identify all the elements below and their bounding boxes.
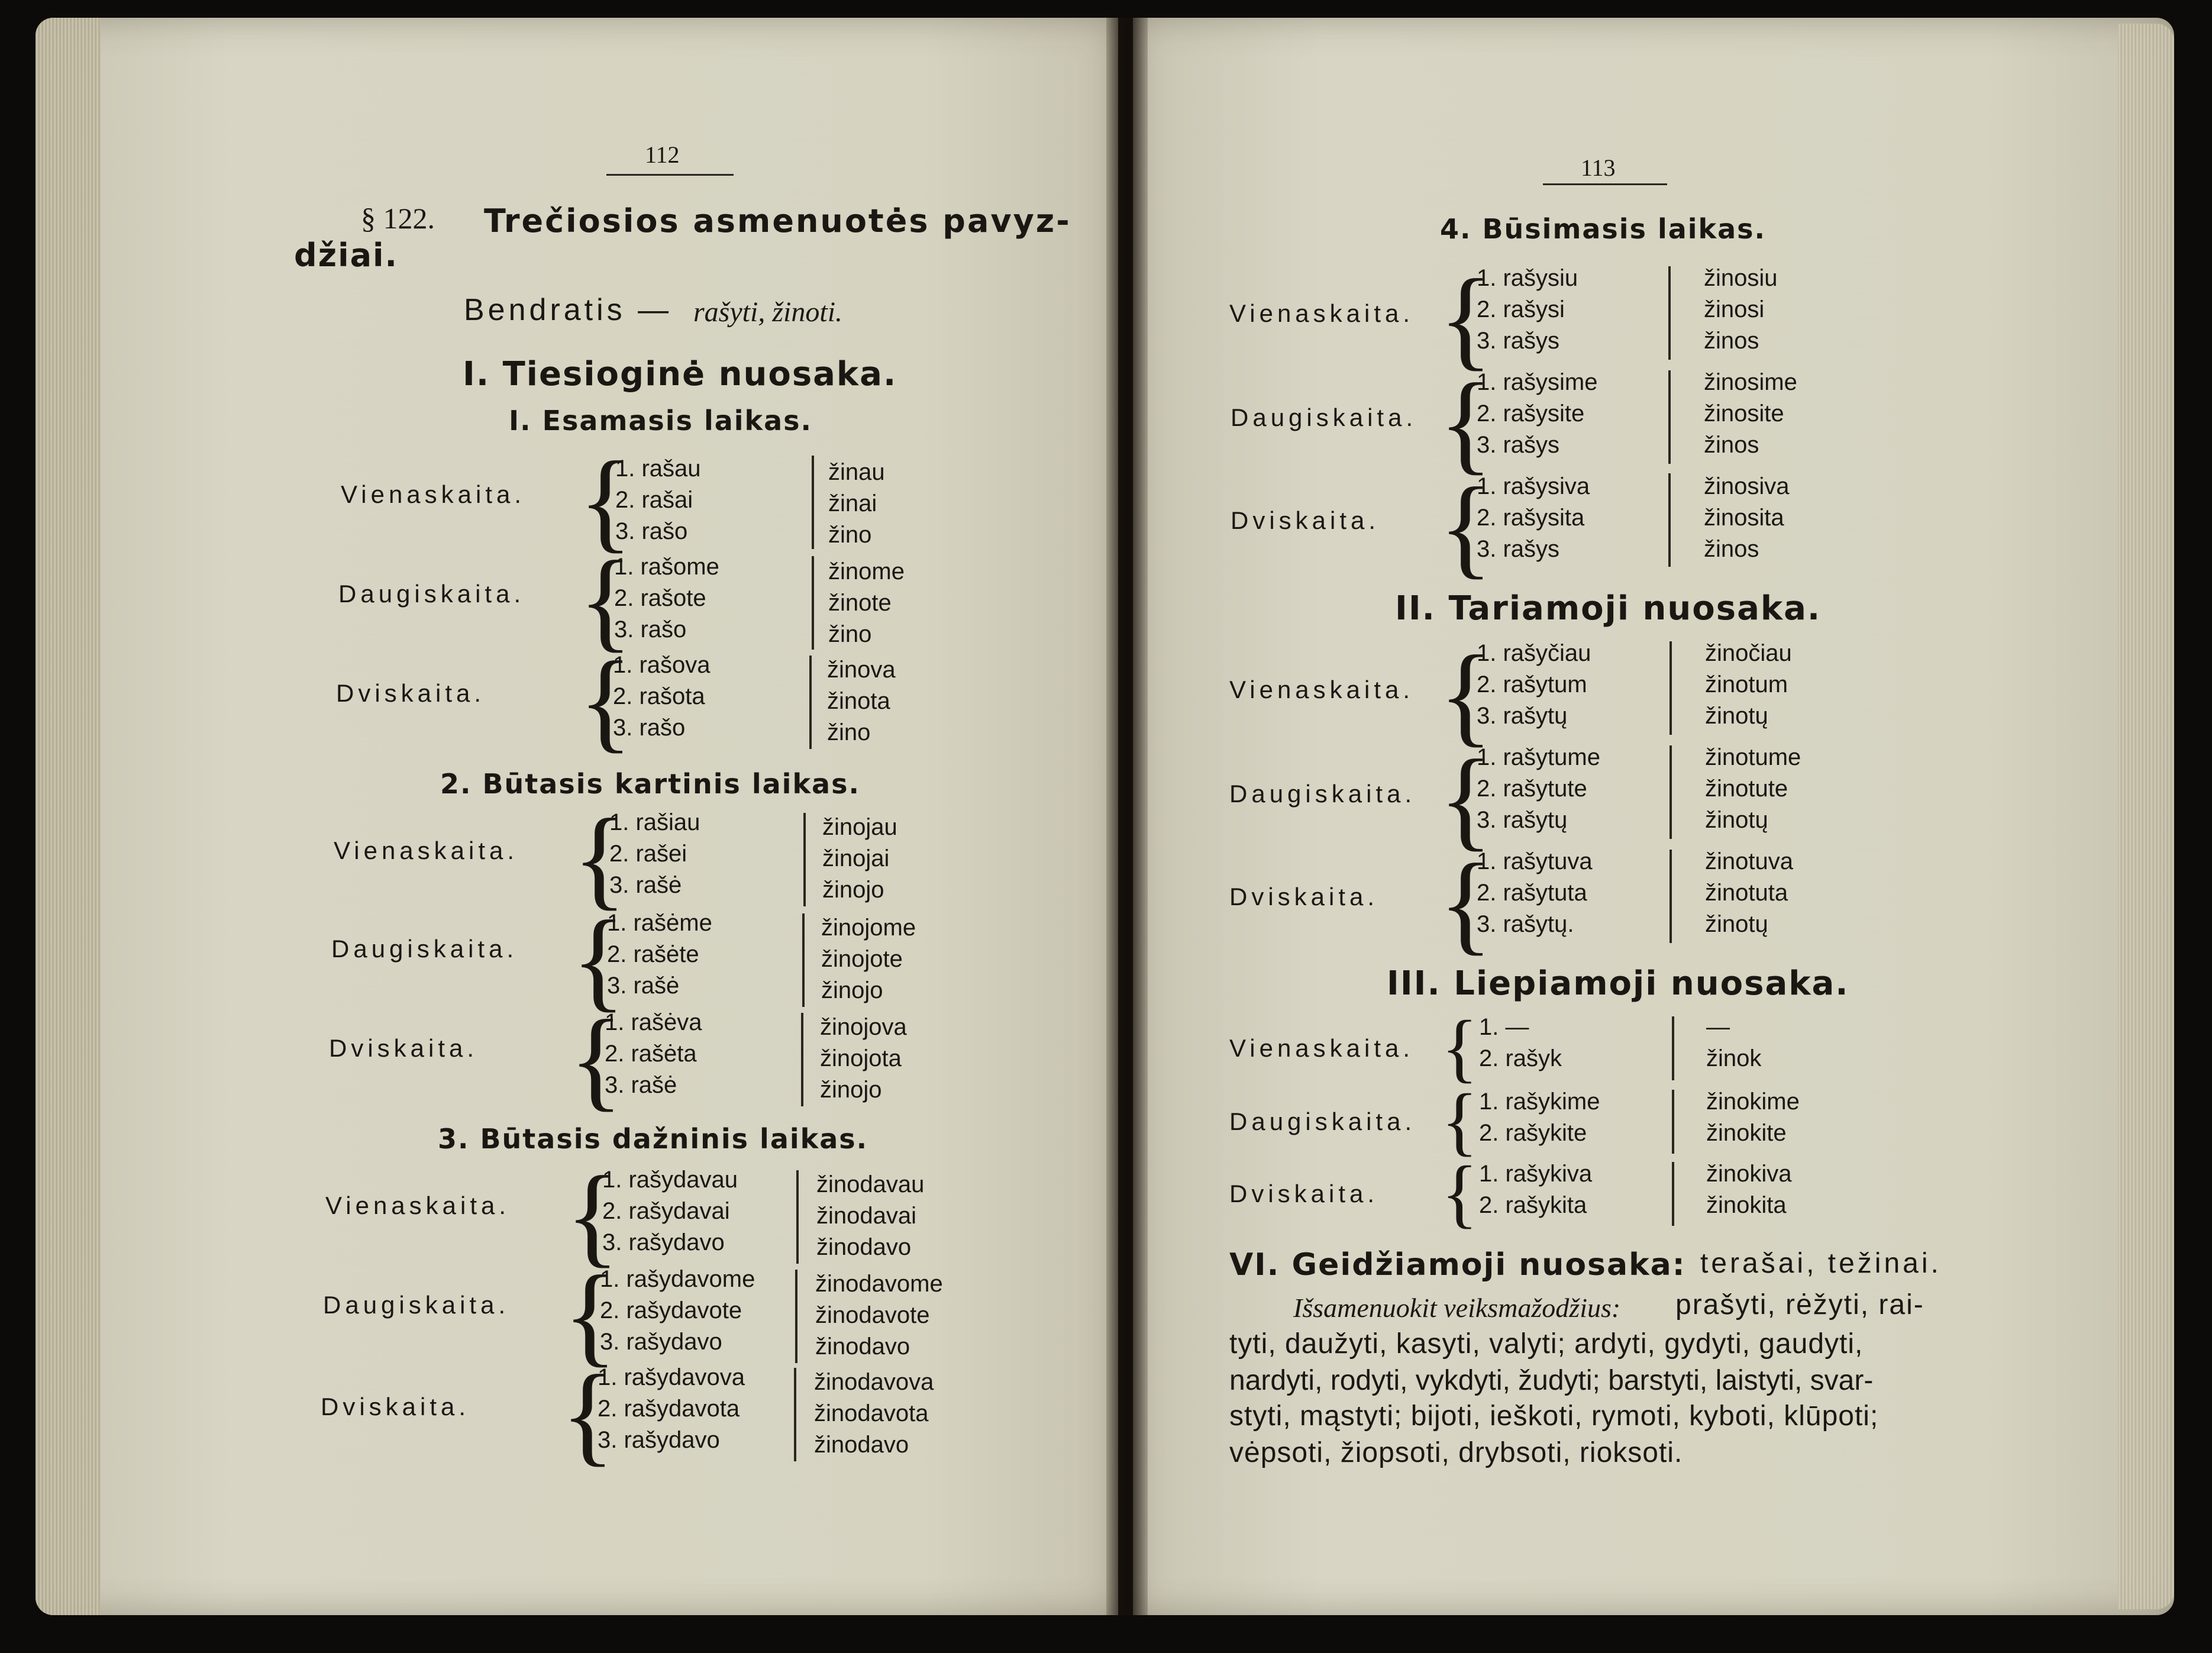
conjugation-column xyxy=(815,1268,943,1363)
form-cell: žinokita xyxy=(1706,1192,1787,1218)
form-cell: 1. rašome xyxy=(614,554,719,580)
form-cell: žinotute xyxy=(1705,776,1788,802)
form-cell: 3. rašytų xyxy=(1477,703,1568,729)
form-cell: žinojote xyxy=(821,946,903,972)
form-cell: žinotų xyxy=(1705,911,1768,937)
optative-forms: terašai, težinai. xyxy=(1700,1248,1942,1279)
conjugation-column xyxy=(1704,367,1797,461)
form-cell: žinodavome xyxy=(815,1271,943,1297)
column-divider xyxy=(796,1170,799,1264)
form-cell: žinodavo xyxy=(816,1234,912,1260)
form-cell: žinau xyxy=(828,459,885,485)
form-cell: žino xyxy=(828,621,872,647)
form-cell: 1. rašysiva xyxy=(1477,473,1590,499)
form-cell: žinosi xyxy=(1704,296,1765,322)
column-divider xyxy=(1672,1016,1674,1080)
conjugation-column xyxy=(1477,263,1578,357)
label-dual: Dviskaita. xyxy=(321,1393,470,1420)
form-cell: 1. rašėme xyxy=(607,910,712,936)
form-cell: žinočiau xyxy=(1705,640,1792,666)
form-cell: žinodavau xyxy=(816,1171,925,1197)
form-cell: 2. rašysi xyxy=(1477,296,1565,322)
mood-heading-imperative: III. Liepiamoji nuosaka. xyxy=(1387,964,1849,1003)
page-number-right: 113 xyxy=(1581,154,1616,181)
label-plural: Daugiskaita. xyxy=(1229,1108,1416,1135)
form-cell: 3. rašydavo xyxy=(602,1229,725,1255)
label-singular: Vienaskaita. xyxy=(1229,1034,1415,1062)
column-divider xyxy=(1672,1162,1674,1226)
brace: { xyxy=(573,796,627,921)
label-dual: Dviskaita. xyxy=(329,1034,479,1062)
form-cell: 2. rašykite xyxy=(1479,1120,1587,1146)
column-divider xyxy=(809,656,812,749)
form-cell: žinojo xyxy=(821,977,883,1003)
conjugation-column xyxy=(1477,742,1600,836)
label-singular: Vienaskaita. xyxy=(1229,676,1415,703)
brace: { xyxy=(1441,1151,1478,1236)
form-cell: 2. rašėta xyxy=(605,1041,697,1067)
mood-heading-conditional: II. Tariamoji nuosaka. xyxy=(1395,589,1822,628)
form-cell: 1. rašyčiau xyxy=(1477,640,1591,666)
exercise-line: styti, mąstyti; bijoti, ieškoti, rymoti, kyboti, klūpoti; xyxy=(1229,1400,1879,1432)
label-singular: Vienaskaita. xyxy=(334,837,519,864)
form-cell: žinosiu xyxy=(1704,265,1778,291)
brace: { xyxy=(563,1253,618,1377)
brace: { xyxy=(1439,737,1493,861)
brace: { xyxy=(566,1154,620,1278)
form-cell: žinosime xyxy=(1704,369,1797,395)
form-cell: 3. rašė xyxy=(605,1072,677,1098)
brace: { xyxy=(579,439,633,563)
conjugation-column xyxy=(1477,846,1593,940)
conjugation-column xyxy=(613,650,711,744)
form-cell: žinodavote xyxy=(815,1302,930,1328)
form-cell: 1. rašau xyxy=(615,456,701,482)
label-plural: Daugiskaita. xyxy=(338,580,525,608)
form-cell: 2. rašykita xyxy=(1479,1192,1587,1218)
conjugation-column xyxy=(607,908,712,1002)
form-cell: žinodavota xyxy=(814,1400,929,1426)
form-cell: žinos xyxy=(1704,328,1759,354)
form-cell: žinodavo xyxy=(814,1432,909,1458)
form-cell: 3. rašydavo xyxy=(600,1329,722,1355)
form-cell: 3. rašytų xyxy=(1477,807,1568,833)
form-cell: žinokite xyxy=(1706,1120,1787,1146)
form-cell: žinotuta xyxy=(1705,880,1788,906)
book-gutter xyxy=(1106,18,1148,1615)
form-cell: žinodavova xyxy=(814,1369,934,1395)
column-divider xyxy=(802,913,805,1007)
label-dual: Dviskaita. xyxy=(336,679,486,707)
column-divider xyxy=(1668,370,1671,464)
conjugation-column xyxy=(615,453,701,547)
column-divider xyxy=(794,1368,796,1461)
conjugation-column xyxy=(821,912,916,1006)
left-page-edges xyxy=(35,18,101,1615)
conjugation-column xyxy=(1706,1158,1792,1221)
infinitive-label: Bendratis — xyxy=(464,293,673,327)
tense-heading-future: 4. Būsimasis laikas. xyxy=(1440,213,1767,245)
conjugation-column xyxy=(1705,638,1792,732)
label-dual: Dviskaita. xyxy=(1229,883,1379,911)
conjugation-column xyxy=(827,654,896,748)
conjugation-column xyxy=(828,556,905,650)
form-cell: 3. rašys xyxy=(1477,432,1560,458)
conjugation-column xyxy=(1705,846,1793,940)
form-cell: 3. rašytų. xyxy=(1477,911,1574,937)
column-divider xyxy=(801,1013,803,1106)
mood-heading-optative: VI. Geidžiamoji nuosaka: xyxy=(1229,1247,1686,1283)
form-cell: žinotume xyxy=(1705,744,1801,770)
form-cell: 1. rašova xyxy=(613,652,711,678)
form-cell: 1. rašėva xyxy=(605,1009,702,1035)
exercise-line: tyti, daužyti, kasyti, valyti; ardyti, gydyti, gaudyti, xyxy=(1229,1328,1864,1360)
exercise-line: vėpsoti, žiopsoti, drybsoti, rioksoti. xyxy=(1229,1437,1683,1468)
form-cell: 2. rašėte xyxy=(607,941,699,967)
form-cell: žinotum xyxy=(1705,671,1788,698)
conjugation-column xyxy=(828,457,885,551)
form-cell: 1. rašydavau xyxy=(602,1167,738,1193)
label-plural: Daugiskaita. xyxy=(1229,780,1416,808)
label-dual: Dviskaita. xyxy=(1231,506,1380,534)
column-divider xyxy=(1672,1090,1674,1154)
tense-heading-frequentative: 3. Būtasis dažninis laikas. xyxy=(438,1123,868,1155)
form-cell: 3. rašo xyxy=(613,715,686,741)
conjugation-column xyxy=(1706,1012,1761,1074)
label-dual: Dviskaita. xyxy=(1229,1180,1379,1208)
form-cell: 3. rašys xyxy=(1477,328,1560,354)
column-divider xyxy=(1670,745,1672,839)
form-cell: žinai xyxy=(828,490,877,516)
brace: { xyxy=(1441,1079,1478,1164)
form-cell: 2. rašyk xyxy=(1479,1045,1562,1071)
form-cell: žinota xyxy=(827,688,890,714)
brace: { xyxy=(561,1352,615,1477)
column-divider xyxy=(1670,641,1672,735)
mood-heading-indicative: I. Tiesioginė nuosaka. xyxy=(463,355,897,393)
brace: { xyxy=(1439,361,1493,485)
conjugation-column xyxy=(822,812,897,906)
brace: { xyxy=(1439,465,1493,589)
brace: { xyxy=(579,538,633,663)
form-cell: 2. rašote xyxy=(614,585,706,611)
form-cell: 1. — xyxy=(1479,1014,1529,1040)
form-cell: 1. rašykiva xyxy=(1479,1161,1593,1187)
form-cell: žinotų xyxy=(1705,807,1768,833)
column-divider xyxy=(795,1270,797,1363)
form-cell: 1. rašysime xyxy=(1477,369,1598,395)
form-cell: 3. rašo xyxy=(615,518,688,544)
brace: { xyxy=(571,898,626,1022)
label-plural: Daugiskaita. xyxy=(1231,403,1417,431)
form-cell: žinojau xyxy=(822,814,897,840)
form-cell: 2. rašota xyxy=(613,683,705,709)
form-cell: žinok xyxy=(1706,1045,1762,1071)
label-singular: Vienaskaita. xyxy=(1229,299,1415,327)
form-cell: žinojome xyxy=(821,915,916,941)
form-cell: 2. rašytute xyxy=(1477,776,1587,802)
form-cell: žinosiva xyxy=(1704,473,1790,499)
brace: { xyxy=(569,997,624,1122)
form-cell: žino xyxy=(827,719,871,745)
label-singular: Vienaskaita. xyxy=(325,1192,511,1219)
form-cell: 2. rašydavota xyxy=(598,1396,740,1422)
column-divider xyxy=(1668,473,1671,567)
form-cell: žinotuva xyxy=(1705,848,1793,874)
brace: { xyxy=(1439,841,1493,966)
conjugation-column xyxy=(1479,1086,1600,1149)
page-number-rule-right xyxy=(1543,183,1667,185)
form-cell: 1. rašytume xyxy=(1477,744,1600,770)
form-cell: žinokiva xyxy=(1706,1161,1792,1187)
conjugation-column xyxy=(1479,1012,1562,1074)
form-cell: — xyxy=(1706,1014,1730,1040)
form-cell: 2. rašydavote xyxy=(600,1297,742,1323)
form-cell: žinos xyxy=(1704,432,1759,458)
form-cell: 1. rašiau xyxy=(609,809,700,835)
page-number-left: 112 xyxy=(645,141,680,168)
form-cell: 3. rašydavo xyxy=(598,1427,720,1453)
form-cell: 3. rašys xyxy=(1477,536,1560,562)
form-cell: žinodavai xyxy=(816,1203,917,1229)
tense-heading-present: I. Esamasis laikas. xyxy=(509,405,813,437)
page-number-rule-left xyxy=(606,174,734,176)
form-cell: 2. rašydavai xyxy=(602,1198,730,1224)
brace: { xyxy=(1439,633,1493,757)
exercise-line: nardyti, rodyti, vykdyti, žudyti; barstyti, laistyti, svar- xyxy=(1229,1365,1874,1396)
section-title-line2: džiai. xyxy=(294,237,399,274)
form-cell: žinote xyxy=(828,590,892,616)
column-divider xyxy=(1670,850,1672,943)
form-cell: 1. rašydavome xyxy=(600,1266,755,1292)
form-cell: 3. rašė xyxy=(607,973,680,999)
conjugation-column xyxy=(605,1007,702,1101)
form-cell: žinojova xyxy=(820,1014,907,1040)
label-singular: Vienaskaita. xyxy=(341,480,526,508)
form-cell: 3. rašė xyxy=(609,872,682,898)
conjugation-column xyxy=(820,1012,907,1106)
form-cell: žinodavo xyxy=(815,1334,910,1360)
brace: { xyxy=(1441,1005,1478,1090)
conjugation-column xyxy=(1479,1158,1592,1221)
form-cell: žinome xyxy=(828,558,905,585)
form-cell: žinojai xyxy=(822,845,890,871)
conjugation-column xyxy=(1705,742,1801,836)
column-divider xyxy=(812,456,814,549)
form-cell: žinojota xyxy=(820,1045,902,1071)
form-cell: 2. rašysita xyxy=(1477,505,1585,531)
conjugation-column xyxy=(1477,367,1598,461)
form-cell: 2. rašai xyxy=(615,487,693,513)
conjugation-column xyxy=(598,1362,745,1456)
form-cell: 1. rašydavova xyxy=(598,1364,745,1390)
form-cell: 2. rašysite xyxy=(1477,401,1585,427)
conjugation-column xyxy=(1704,471,1790,565)
exercise-line: prašyti, rėžyti, rai- xyxy=(1675,1289,1924,1321)
label-plural: Daugiskaita. xyxy=(331,935,518,963)
form-cell: žinova xyxy=(827,657,896,683)
form-cell: 2. rašei xyxy=(609,841,687,867)
column-divider xyxy=(812,556,814,650)
conjugation-column xyxy=(1477,638,1591,732)
form-cell: žinojo xyxy=(822,877,884,903)
conjugation-column xyxy=(814,1367,934,1461)
section-title-line1: Trečiosios asmenuotės pavyz- xyxy=(484,202,1071,240)
column-divider xyxy=(803,813,806,906)
infinitive-forms: rašyti, žinoti. xyxy=(693,296,843,328)
brace: { xyxy=(579,639,633,763)
form-cell: žinojo xyxy=(820,1077,882,1103)
form-cell: 1. rašysiu xyxy=(1477,265,1578,291)
label-plural: Daugiskaita. xyxy=(323,1291,510,1319)
conjugation-column xyxy=(1706,1086,1800,1149)
exercise-lead: Išsamenuokit veiksmažodžius: xyxy=(1293,1293,1621,1323)
section-mark: § 122. xyxy=(361,202,435,235)
form-cell: 3. rašo xyxy=(614,616,687,643)
conjugation-column xyxy=(1477,471,1590,565)
form-cell: žinosite xyxy=(1704,401,1784,427)
conjugation-column xyxy=(1704,263,1778,357)
brace: { xyxy=(1439,257,1493,381)
form-cell: žinotų xyxy=(1705,703,1768,729)
column-divider xyxy=(1668,266,1671,360)
right-page-edges xyxy=(2118,24,2174,1609)
conjugation-column xyxy=(816,1169,924,1263)
form-cell: žinokime xyxy=(1706,1089,1800,1115)
conjugation-column xyxy=(600,1264,755,1358)
form-cell: 2. rašytum xyxy=(1477,671,1587,698)
form-cell: žinosita xyxy=(1704,505,1784,531)
conjugation-column xyxy=(609,807,700,901)
form-cell: 1. rašykime xyxy=(1479,1089,1600,1115)
tense-heading-past: 2. Būtasis kartinis laikas. xyxy=(440,768,860,800)
conjugation-column xyxy=(614,551,719,645)
form-cell: 1. rašytuva xyxy=(1477,848,1593,874)
form-cell: žinos xyxy=(1704,536,1759,562)
form-cell: 2. rašytuta xyxy=(1477,880,1587,906)
form-cell: žino xyxy=(828,522,872,548)
conjugation-column xyxy=(602,1164,738,1258)
